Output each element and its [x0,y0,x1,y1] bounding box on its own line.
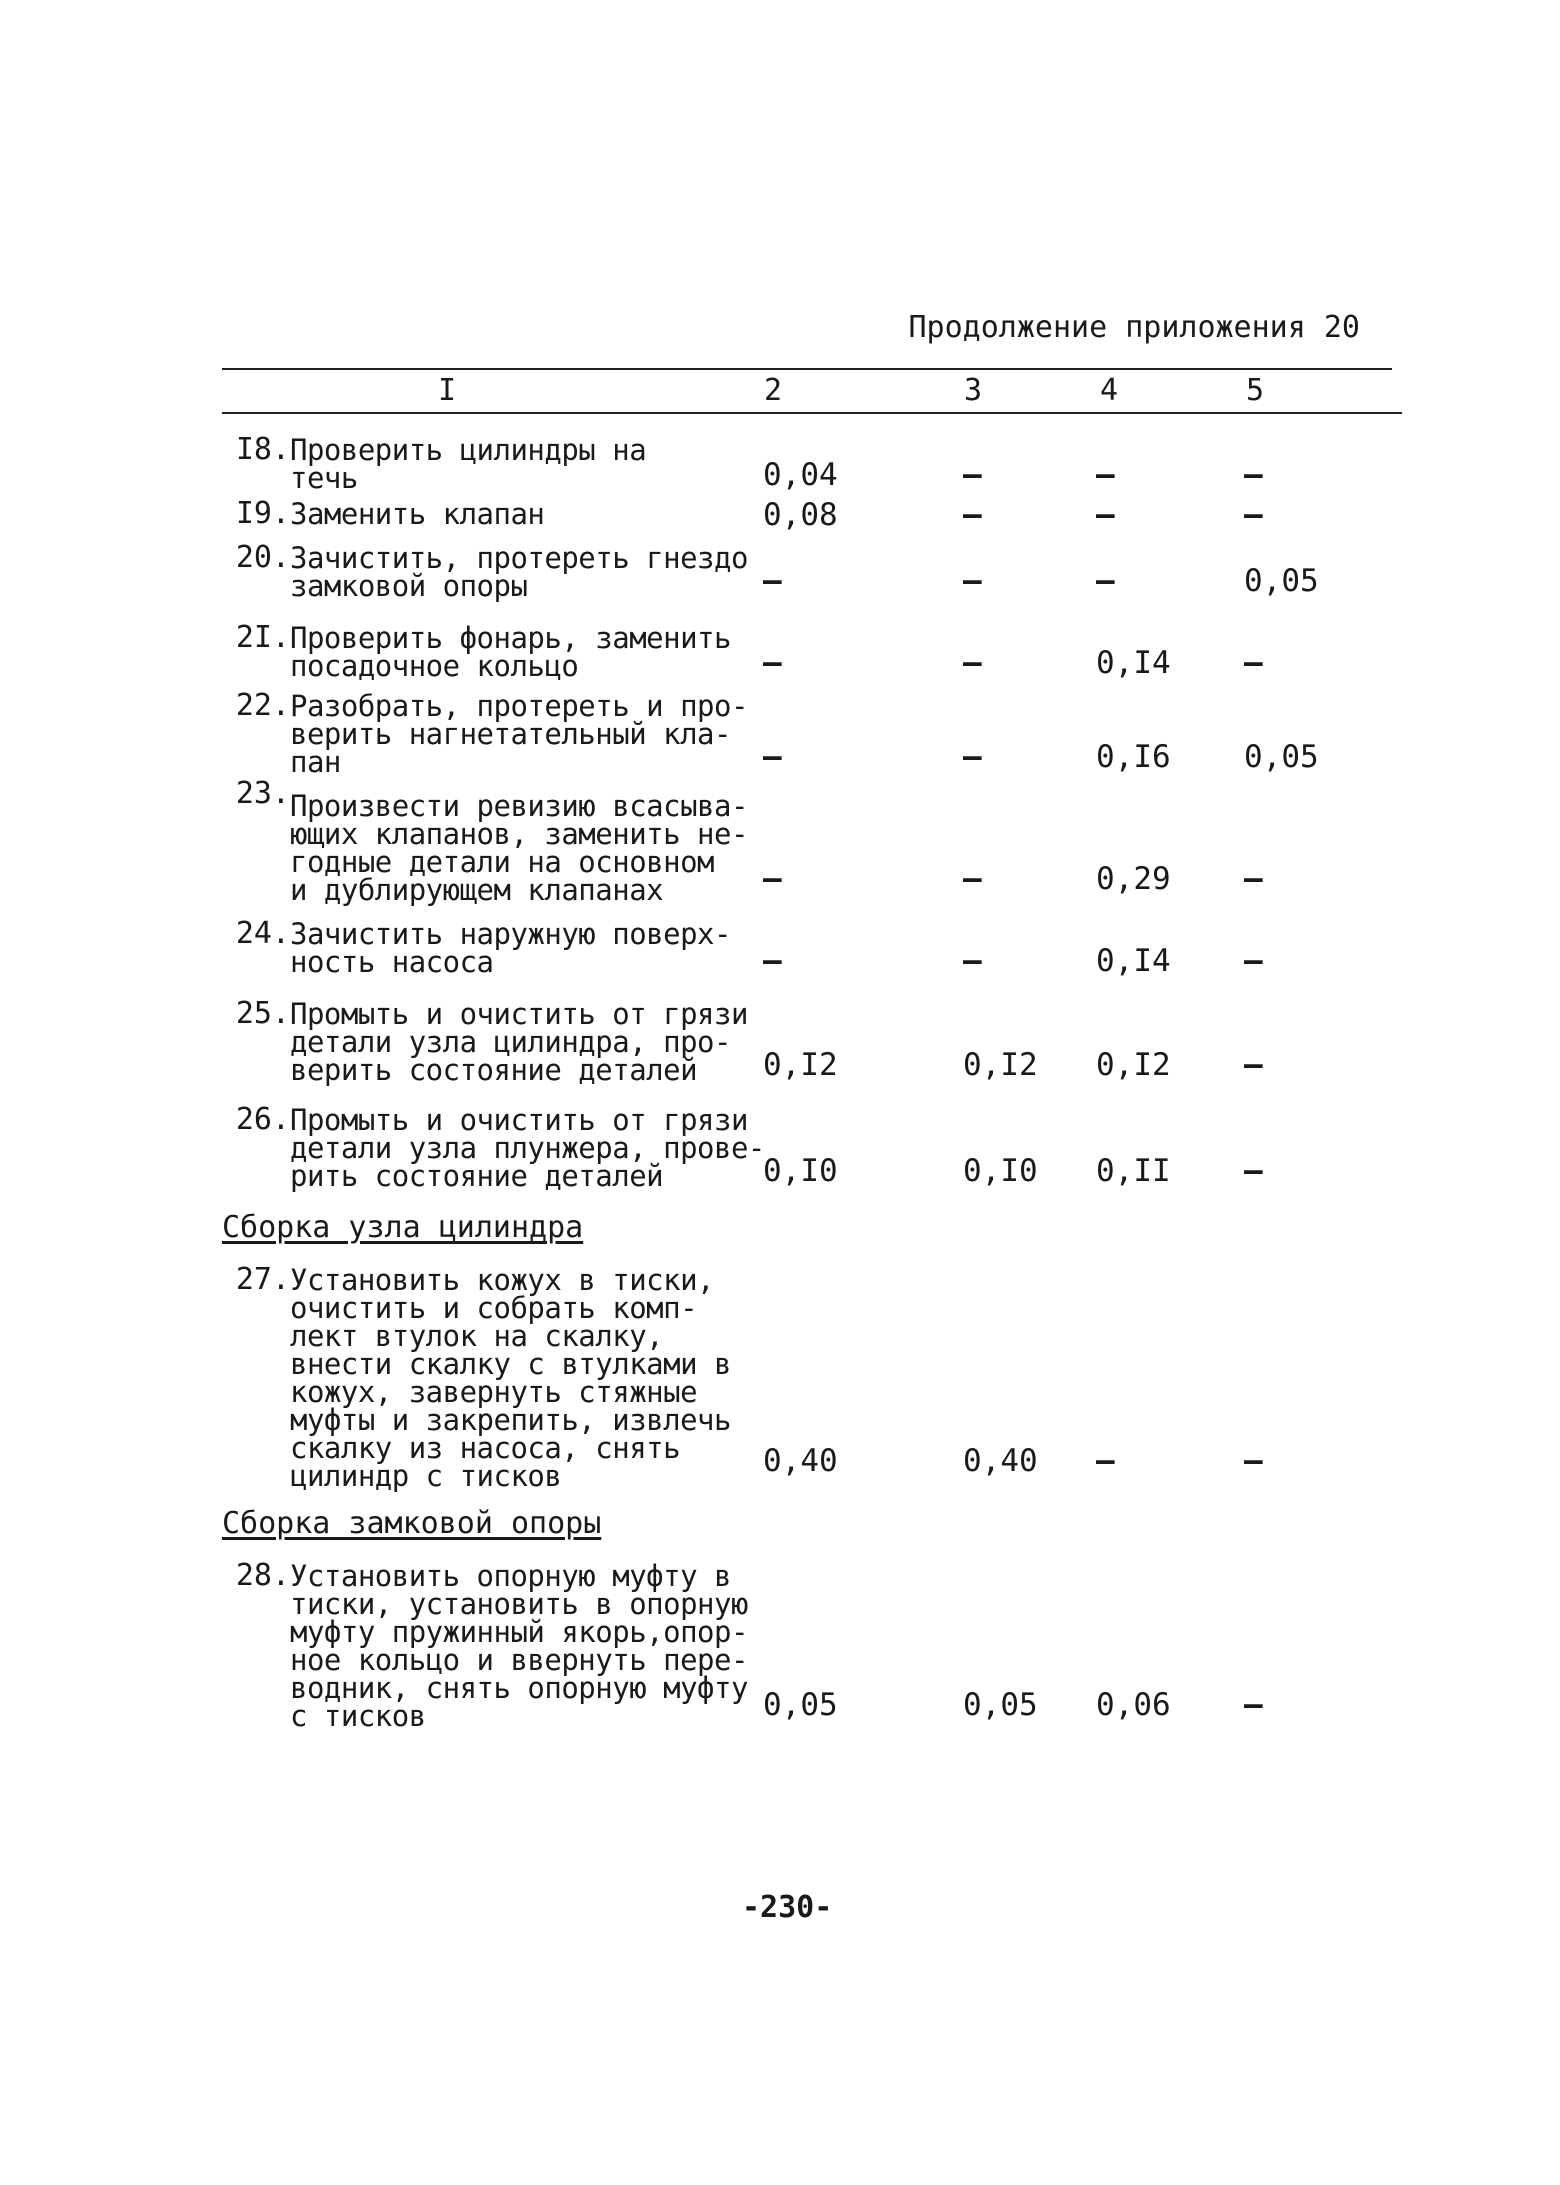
row-number: I9. [235,496,290,531]
row-description: Зачистить, протереть гнездо замковой опоры [290,541,748,603]
cell-col3: – [963,563,982,599]
cell-col2: 0,05 [763,1687,838,1723]
cell-col4: 0,II [1096,1153,1171,1189]
cell-col2: – [763,563,782,599]
cell-col2: – [763,645,782,681]
cell-col5: – [1244,943,1263,979]
column-header-5: 5 [1246,373,1265,408]
row-number: 26. [235,1102,290,1137]
cell-col4: 0,I4 [1096,943,1171,979]
cell-col4: 0,I6 [1096,739,1171,775]
cell-col4: 0,06 [1096,1687,1171,1723]
cell-col3: 0,05 [963,1687,1038,1723]
row-description: Произвести ревизию всасыва- ющих клапанов, заменить не- годные детали на основном и дублирующем клапанах [290,789,748,907]
row-number: 20. [235,540,290,575]
cell-col4: – [1096,497,1115,533]
table-header-rule [222,412,1402,414]
cell-col4: – [1096,457,1115,493]
row-description: Промыть и очистить от грязи детали узла цилиндра, про- верить состояние деталей [290,997,748,1087]
row-description: Заменить клапан [290,497,545,531]
row-description: Разобрать, протереть и про- верить нагнетательный кла- пан [290,689,748,779]
cell-col5: – [1244,497,1263,533]
row-number: 25. [235,996,290,1031]
cell-col2: 0,08 [763,497,838,533]
cell-col2: 0,I0 [763,1153,838,1189]
cell-col2: 0,40 [763,1443,838,1479]
cell-col2: – [763,739,782,775]
section-title-lock-support: Сборка замковой опоры [222,1506,602,1541]
cell-col4: – [1096,1443,1115,1479]
cell-col2: – [763,943,782,979]
cell-col3: – [963,457,982,493]
column-header-2: 2 [764,373,783,408]
page-number: -230- [742,1890,833,1925]
table-top-rule [222,368,1392,370]
row-description: Проверить цилиндры на течь [290,433,647,495]
cell-col4: – [1096,563,1115,599]
cell-col4: 0,I2 [1096,1047,1171,1083]
cell-col5: – [1244,1047,1263,1083]
row-number: 24. [235,916,290,951]
cell-col3: 0,I0 [963,1153,1038,1189]
cell-col3: – [963,645,982,681]
row-description: Зачистить наружную поверх- ность насоса [290,917,731,979]
cell-col3: – [963,739,982,775]
column-header-4: 4 [1100,373,1119,408]
row-description: Установить опорную муфту в тиски, установить в опорную муфту пружинный якорь,опор- ное кольцо и ввернуть пере- водник, снять опорную муфту с тисков [290,1559,748,1733]
cell-col4: 0,29 [1096,861,1171,897]
column-header-3: 3 [964,373,983,408]
cell-col4: 0,I4 [1096,645,1171,681]
cell-col3: 0,I2 [963,1047,1038,1083]
row-number: 2I. [235,620,290,655]
column-header-1: I [438,373,457,408]
cell-col5: – [1244,645,1263,681]
cell-col5: – [1244,861,1263,897]
cell-col3: – [963,943,982,979]
cell-col2: – [763,861,782,897]
cell-col5: 0,05 [1244,563,1319,599]
row-number: 28. [235,1558,290,1593]
cell-col5: – [1244,457,1263,493]
cell-col5: – [1244,1687,1263,1723]
cell-col5: – [1244,1153,1263,1189]
cell-col3: – [963,861,982,897]
cell-col2: 0,04 [763,457,838,493]
row-number: 22. [235,688,290,723]
continuation-header: Продолжение приложения 20 [908,310,1360,345]
cell-col3: – [963,497,982,533]
row-number: I8. [235,432,290,467]
section-title-cylinder: Сборка узла цилиндра [222,1210,584,1245]
cell-col5: 0,05 [1244,739,1319,775]
row-description: Установить кожух в тиски, очистить и собрать комп- лект втулок на скалку, внести скалку с втулками в кожух, завернуть стяжные муфты и закрепить, извлечь скалку из насоса, снять цилиндр с тисков [290,1263,731,1493]
row-description: Проверить фонарь, заменить посадочное кольцо [290,621,731,683]
cell-col3: 0,40 [963,1443,1038,1479]
row-number: 27. [235,1262,290,1297]
row-number: 23. [235,776,290,811]
cell-col5: – [1244,1443,1263,1479]
cell-col2: 0,I2 [763,1047,838,1083]
row-description: Промыть и очистить от грязи детали узла плунжера, прове- рить состояние деталей [290,1103,765,1193]
